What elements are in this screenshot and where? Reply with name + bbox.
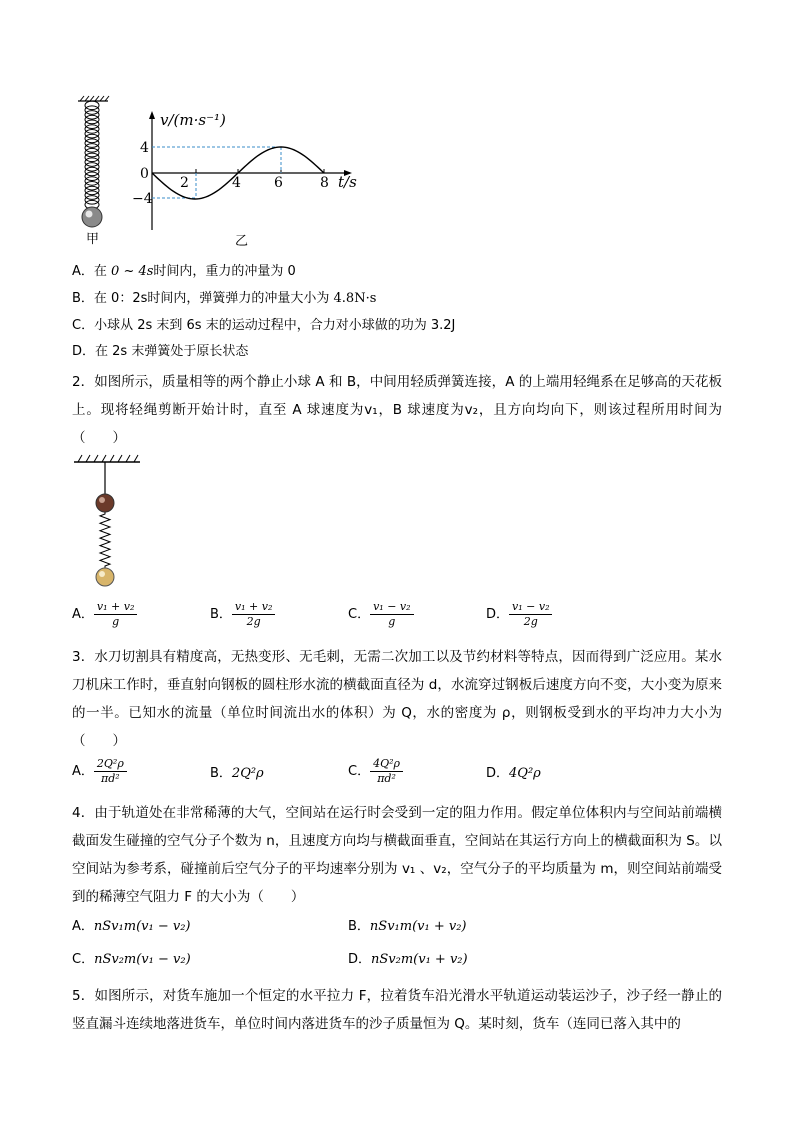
tick-x-6: 6 <box>274 175 283 191</box>
question-text: 由于轨道处在非常稀薄的大气，空间站在运行时会受到一定的阻力作用。假定单位体积内与空间站前端横截面发生碰撞的空气分子个数为 n，且速度方向均与横截面垂直，空间站在其运行方向上的横截面积为 S。以空间站为参考系，碰撞前后空气分子的平均速率分别为 v₁ 、v₂，空气分子的平均质量为 m，则空间站前端受到的稀薄空气阻力 F 的大小为（ ） <box>72 805 723 905</box>
q2-option-c: C． $\frac{\text{v₁ − v₂}}{g}$ <box>348 600 414 629</box>
q1-option-d <box>72 342 248 362</box>
question-4 <box>72 799 722 911</box>
ceiling-hatch <box>78 96 109 101</box>
q4-option-d: D．nSv₂m(v₁ + v₂) <box>348 952 468 967</box>
question-text: 水刀切割具有精度高，无热变形、无毛刺，无需二次加工以及节约材料等特点，因而得到广泛应用。某水刀机床工作时，垂直射向钢板的圆柱形水流的横截面直径为 d，水流穿过钢板后速度方向不变，大小变为原来的一半。已知水的流量（单位时间流出水的体积）为 Q，水的密度为 ρ，则钢板受到水的平均冲力大小为（ ） <box>72 649 723 749</box>
label-jia: 甲 <box>86 232 100 247</box>
question-number: 2． <box>72 374 95 390</box>
q2-option-a: A． $\frac{\text{v₁ + v₂}}{g}$ <box>72 600 137 629</box>
figure-2 <box>70 452 150 592</box>
ball <box>82 207 102 227</box>
option-text: 在 0：2s时间内，弹簧弹力的冲量大小为 <box>93 291 334 306</box>
option-math: 0 ~ 4s <box>111 264 154 279</box>
label-yi: 乙 <box>235 234 249 249</box>
question-number: 5． <box>72 988 95 1004</box>
v-axis-label: v/(m·s⁻¹) <box>160 111 226 129</box>
spring-zigzag <box>100 512 110 568</box>
option-label: A． <box>72 264 94 279</box>
q3-option-d: D．4Q²ρ <box>486 766 541 781</box>
question-number: 4． <box>72 805 95 821</box>
option-label: D． <box>72 344 96 359</box>
q1-option-b <box>72 289 376 309</box>
q4-option-c: C．nSv₂m(v₁ − v₂) <box>72 952 191 967</box>
t-axis-label: t/s <box>338 173 357 191</box>
option-text: 时间内，重力的冲量为 0 <box>153 264 296 279</box>
tick-x-8: 8 <box>320 175 329 191</box>
question-3 <box>72 643 722 755</box>
question-5 <box>72 982 722 1038</box>
q1-option-a <box>72 262 296 282</box>
tick-x-4: 4 <box>232 175 241 191</box>
question-text: 如图所示，对货车施加一个恒定的水平拉力 F，拉着货车沿光滑水平轨道运动装运沙子，沙子经一静止的竖直漏斗连续地落进货车，单位时间内落进货车的沙子质量恒为 Q。某时刻，货车（连同已落入其中的 <box>72 988 722 1032</box>
q2-option-b: B． $\frac{\text{v₁ + v₂}}{2g}$ <box>210 600 275 629</box>
q4-option-b: B．nSv₁m(v₁ + v₂) <box>348 919 467 934</box>
tick-y-4: 4 <box>140 140 149 156</box>
question-2 <box>72 368 722 452</box>
spring <box>100 512 110 568</box>
tick-x-2: 2 <box>180 175 189 191</box>
question-text: 如图所示，质量相等的两个静止小球 A 和 B，中间用轻质弹簧连接，A 的上端用轻绳系在足够高的天花板上。现将轻绳剪断开始计时，直至 A 球速度为v₁，B 球速度为v₂，且方向均向下，则该过程所用时间为（ ） <box>72 374 722 446</box>
spring <box>85 101 99 209</box>
vt-graph <box>132 111 357 230</box>
q1-option-c <box>72 316 455 336</box>
option-label: C． <box>72 318 95 333</box>
option-math: 4.8N·s <box>333 291 377 306</box>
option-text: 小球从 2s 末到 6s 末的运动过程中，合力对小球做的功为 3.2J <box>94 318 456 333</box>
tick-y-neg4: −4 <box>132 191 153 207</box>
option-label: B． <box>72 291 94 306</box>
option-text: 在 2s 末弹簧处于原长状态 <box>95 344 249 359</box>
ball-b <box>96 568 114 586</box>
ball-a <box>96 494 114 512</box>
q2-option-d: D． $\frac{\text{v₁ − v₂}}{2g}$ <box>486 600 552 629</box>
figure-1 <box>70 95 370 255</box>
q4-option-a: A．nSv₁m(v₁ − v₂) <box>72 919 191 934</box>
q3-option-a: A． $\frac{\text{2Q²ρ}}{\text{πd²}}$ <box>72 757 127 786</box>
q3-option-b: B．2Q²ρ <box>210 766 264 781</box>
question-number: 3． <box>72 649 95 665</box>
tick-y-0: 0 <box>140 166 149 182</box>
option-text: 在 <box>93 264 112 279</box>
q3-option-c: C． $\frac{\text{4Q²ρ}}{\text{πd²}}$ <box>348 757 403 786</box>
